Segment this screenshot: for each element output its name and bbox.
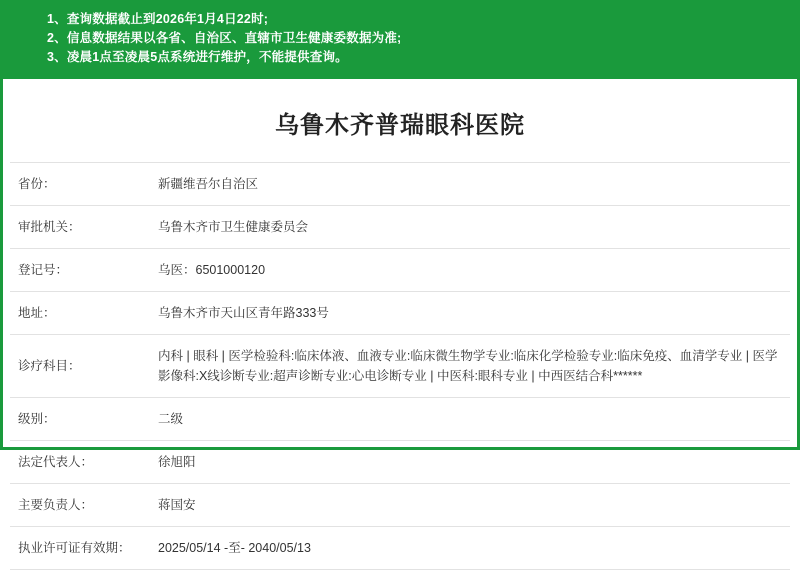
table-row [10,335,790,398]
table-row [10,249,790,292]
notice-banner [3,0,797,79]
row-value: 蒋国安 [158,498,196,512]
table-row [10,206,790,249]
row-label: 审批机关： [18,220,81,234]
row-label: 诊疗科目： [18,359,81,373]
page-title: 乌鲁木齐普瑞眼科医院 [275,112,525,139]
row-label: 执业许可证有效期： [18,541,131,555]
row-label: 级别： [18,412,56,426]
table-row [10,398,790,441]
table-row [10,292,790,335]
row-label: 地址： [18,306,56,320]
notice-line-3: 3、凌晨1点至凌晨5点系统进行维护，不能提供查询。 [47,50,348,64]
row-value: 徐旭阳 [158,455,196,469]
institution-info-table [10,162,790,570]
row-value: 乌鲁木齐市卫生健康委员会 [158,220,309,234]
table-row [10,527,790,570]
table-row [10,484,790,527]
row-value: 二级 [158,412,184,426]
row-value: 乌鲁木齐市天山区青年路333号 [158,306,329,320]
row-value: 内科 | 眼科 | 医学检验科:临床体液、血液专业:临床微生物学专业:临床化学检验专业:临床免疫、血清学专业 | 医学影像科:X线诊断专业:超声诊断专业:心电诊断专业 | 中医科:眼科专业 | 中西医结合科****** [158,349,778,383]
row-label: 登记号： [18,263,69,277]
row-label: 主要负责人： [18,498,94,512]
table-row [10,163,790,206]
table-row [10,441,790,484]
row-label: 法定代表人： [18,455,94,469]
row-label: 省份： [18,177,56,191]
notice-line-1: 1、查询数据截止到2026年1月4日22时; [47,12,269,26]
notice-line-2: 2、信息数据结果以各省、自治区、直辖市卫生健康委数据为准; [47,31,402,45]
row-value: 2025/05/14 -至- 2040/05/13 [158,541,311,555]
row-value: 新疆维吾尔自治区 [158,177,259,191]
row-value: 乌医：6501000120 [158,263,266,277]
